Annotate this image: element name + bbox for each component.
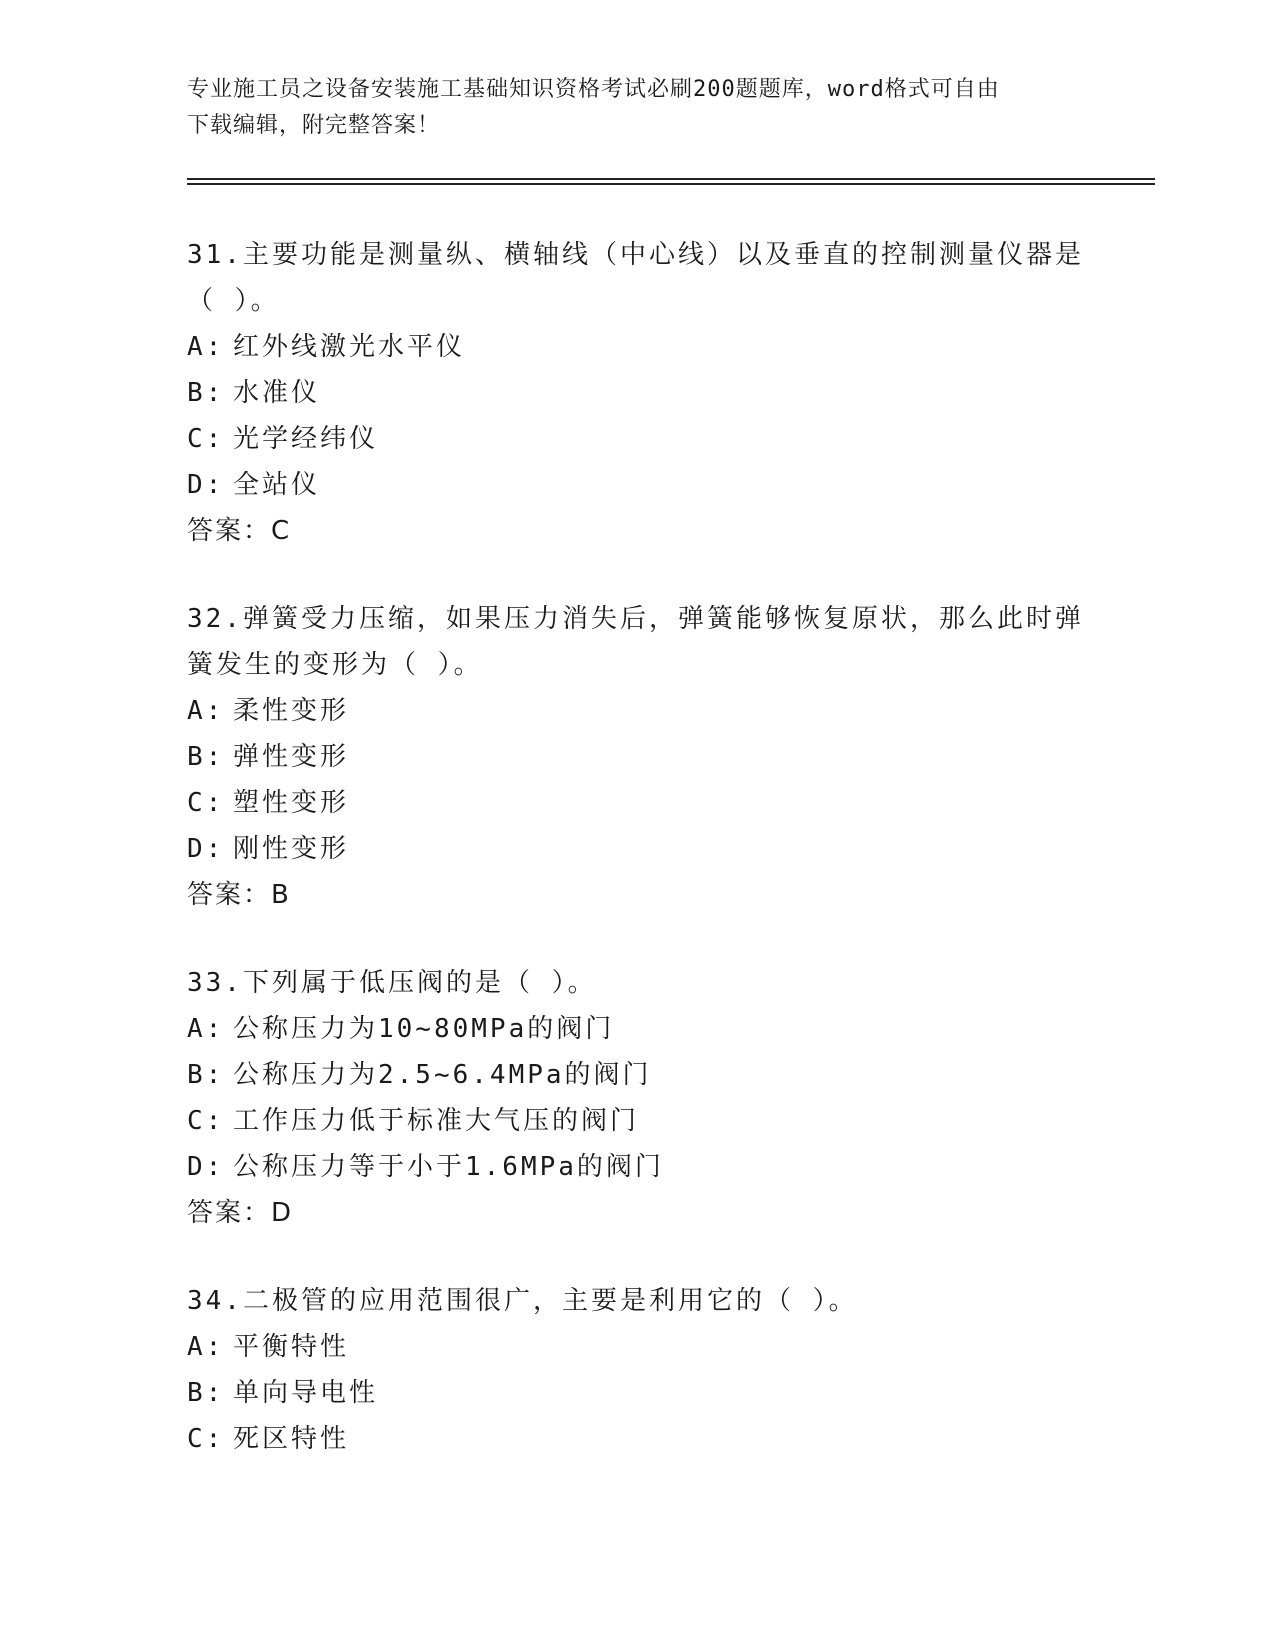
option-letter: A: — [187, 332, 225, 362]
option-text: 水准仪 — [233, 378, 321, 408]
option-letter: C: — [187, 1424, 225, 1454]
question-spacer — [187, 554, 1087, 596]
option-letter: D: — [187, 834, 225, 864]
header-line-2: 下载编辑，附完整答案！ — [187, 113, 441, 138]
option-text: 公称压力为10~80MPa的阀门 — [233, 1014, 615, 1044]
question-block — [187, 232, 1087, 554]
option-text: 公称压力为2.5~6.4MPa的阀门 — [233, 1060, 652, 1090]
answer-option — [187, 1416, 1087, 1462]
answer-option — [187, 1052, 1087, 1098]
question-block — [187, 596, 1087, 918]
option-text: 刚性变形 — [233, 834, 350, 864]
question-text-line: （ ）。 — [187, 286, 280, 316]
answer-option — [187, 416, 1087, 462]
header-divider-top — [187, 178, 1155, 180]
answer-option — [187, 688, 1087, 734]
option-letter: A: — [187, 696, 225, 726]
option-text: 单向导电性 — [233, 1378, 379, 1408]
answer-option — [187, 826, 1087, 872]
option-letter: C: — [187, 788, 225, 818]
question-block — [187, 1278, 1087, 1462]
option-letter: A: — [187, 1014, 225, 1044]
option-letter: B: — [187, 378, 225, 408]
answer-option — [187, 462, 1087, 508]
question-text — [187, 1278, 1087, 1324]
answer-option — [187, 1144, 1087, 1190]
option-letter: B: — [187, 1378, 225, 1408]
answer-option — [187, 734, 1087, 780]
answer-option — [187, 324, 1087, 370]
document-header — [187, 72, 1087, 144]
question-text-line: 32.弹簧受力压缩，如果压力消失后，弹簧能够恢复原状，那么此时弹 — [187, 604, 1084, 634]
question-list — [187, 232, 1087, 1462]
option-text: 塑性变形 — [233, 788, 350, 818]
option-letter: D: — [187, 470, 225, 500]
question-spacer — [187, 918, 1087, 960]
question-text-line: 31.主要功能是测量纵、横轴线（中心线）以及垂直的控制测量仪器是 — [187, 240, 1084, 270]
option-letter: C: — [187, 424, 225, 454]
answer-option — [187, 1324, 1087, 1370]
question-text — [187, 596, 1087, 688]
option-text: 全站仪 — [233, 470, 321, 500]
question-block — [187, 960, 1087, 1236]
option-text: 平衡特性 — [233, 1332, 350, 1362]
answer-key: 答案：C — [187, 516, 292, 546]
option-letter: A: — [187, 1332, 225, 1362]
header-line-1: 专业施工员之设备安装施工基础知识资格考试必刷200题题库，word格式可自由 — [187, 77, 1000, 102]
option-letter: D: — [187, 1152, 225, 1182]
answer-key: 答案：D — [187, 1198, 294, 1228]
option-text: 柔性变形 — [233, 696, 350, 726]
option-text: 弹性变形 — [233, 742, 350, 772]
option-text: 光学经纬仪 — [233, 424, 379, 454]
answer-option — [187, 370, 1087, 416]
answer-option — [187, 1098, 1087, 1144]
header-divider-bottom — [187, 183, 1155, 185]
answer-option — [187, 780, 1087, 826]
answer-option — [187, 1006, 1087, 1052]
question-spacer — [187, 1236, 1087, 1278]
answer-key: 答案：B — [187, 880, 291, 910]
option-text: 红外线激光水平仪 — [233, 332, 466, 362]
option-letter: C: — [187, 1106, 225, 1136]
question-text — [187, 232, 1087, 324]
question-text — [187, 960, 1087, 1006]
answer-option — [187, 1370, 1087, 1416]
option-text: 死区特性 — [233, 1424, 350, 1454]
option-text: 公称压力等于小于1.6MPa的阀门 — [233, 1152, 664, 1182]
option-text: 工作压力低于标准大气压的阀门 — [233, 1106, 640, 1136]
option-letter: B: — [187, 1060, 225, 1090]
question-text-line: 簧发生的变形为（ ）。 — [187, 650, 483, 680]
question-text-line: 34.二极管的应用范围很广，主要是利用它的（ ）。 — [187, 1286, 858, 1316]
option-letter: B: — [187, 742, 225, 772]
question-text-line: 33.下列属于低压阀的是（ ）。 — [187, 968, 597, 998]
